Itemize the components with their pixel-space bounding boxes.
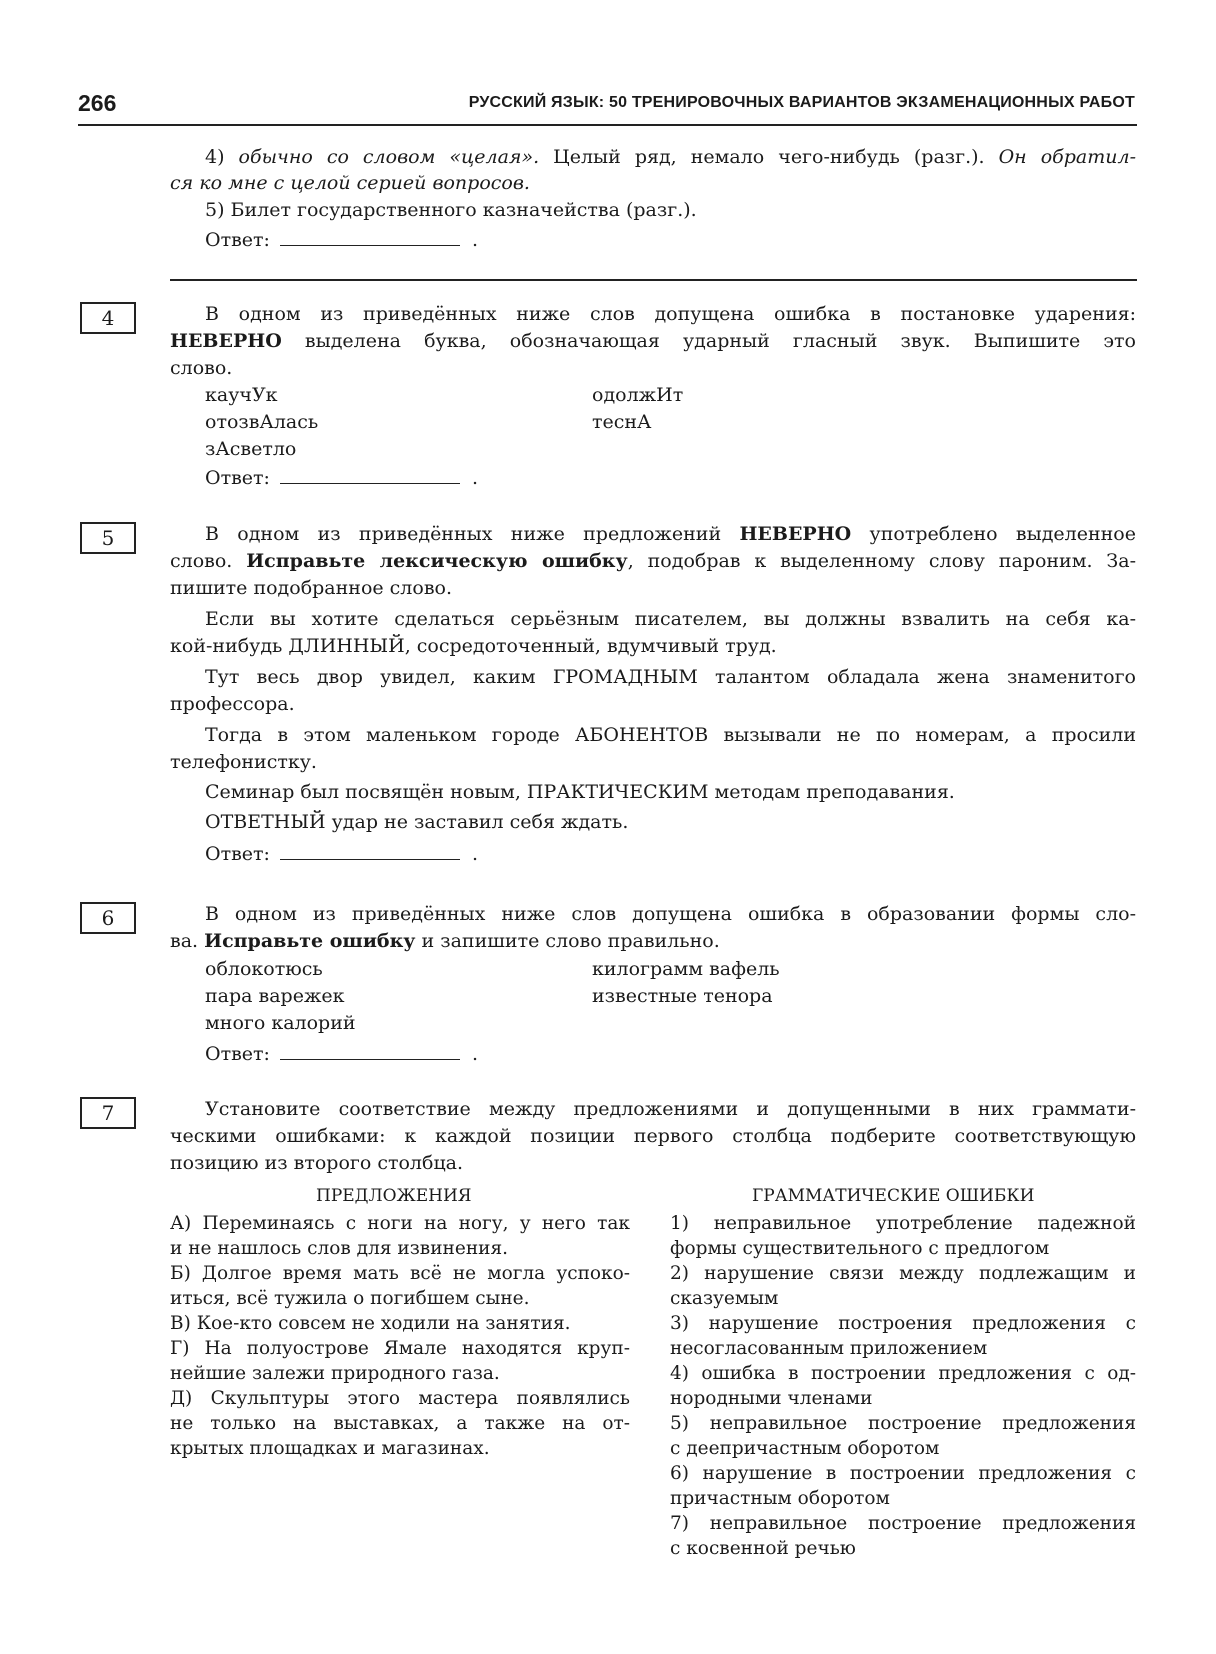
- task4-word: одолжИт: [592, 384, 684, 406]
- sentence-line: В) Кое-кто совсем не ходили на занятия.: [170, 1313, 571, 1334]
- error-line: с деепричастным оборотом: [670, 1438, 940, 1459]
- task6-word: пара варежек: [205, 985, 345, 1007]
- error-line: 7) неправильное построение предложения: [670, 1513, 1136, 1534]
- error-line: несогласованным приложением: [670, 1338, 988, 1359]
- task6-word: известные тенора: [592, 985, 773, 1007]
- column-header-sentences: ПРЕДЛОЖЕНИЯ: [316, 1186, 472, 1206]
- definition-4-line-2: ся ко мне с целой серией вопросов.: [170, 172, 530, 194]
- error-line: с косвенной речью: [670, 1538, 856, 1559]
- error-line: сказуемым: [670, 1288, 779, 1309]
- task7-instruction-3: позицию из второго столбца.: [170, 1152, 464, 1174]
- sentence-line: Д) Скульптуры этого мастера появлялись: [170, 1388, 630, 1409]
- task5-sentence-2b: профессора.: [170, 693, 295, 715]
- page-number: 266: [78, 90, 117, 116]
- task5-instruction-1: В одном из приведённых ниже предложений НЕВЕРНО употреблено выделенное: [205, 523, 1136, 545]
- task-separator: [170, 279, 1137, 281]
- sentence-line: нейшие залежи природного газа.: [170, 1363, 500, 1384]
- task6-instruction-1: В одном из приведённых ниже слов допущена ошибка в образовании формы сло-: [205, 903, 1136, 925]
- answer-line-4: Ответ: .: [205, 467, 478, 489]
- task5-sentence-5: ОТВЕТНЫЙ удар не заставил себя ждать.: [205, 811, 629, 833]
- task-number-4: 4: [80, 302, 136, 334]
- task4-word: каучУк: [205, 384, 278, 406]
- column-header-errors: ГРАММАТИЧЕСКИЕ ОШИБКИ: [752, 1186, 1035, 1206]
- task5-sentence-4: Семинар был посвящён новым, ПРАКТИЧЕСКИМ методам преподавания.: [205, 781, 955, 803]
- error-line: формы существительного с предлогом: [670, 1238, 1050, 1259]
- task-number-5: 5: [80, 522, 136, 554]
- answer-line-3: Ответ: .: [205, 229, 478, 251]
- task7-instruction-1: Установите соответствие между предложениями и допущенными в них граммати-: [205, 1098, 1136, 1120]
- task-number-6: 6: [80, 902, 136, 934]
- task4-instruction-2: НЕВЕРНО выделена буква, обозначающая ударный гласный звук. Выпишите это: [170, 330, 1137, 352]
- sentence-line: А) Переминаясь с ноги на ногу, у него так: [170, 1213, 630, 1234]
- sentence-line: Б) Долгое время мать всё не могла успоко-: [170, 1263, 630, 1284]
- definition-5: 5) Билет государственного казначейства (разг.).: [205, 199, 697, 221]
- task4-word: отозвАлась: [205, 411, 319, 433]
- task5-instruction-2: слово. Исправьте лексическую ошибку, подобрав к выделенному слову пароним. За-: [170, 550, 1137, 572]
- error-line: 3) нарушение построения предложения с: [670, 1313, 1136, 1334]
- error-line: 6) нарушение в построении предложения с: [670, 1463, 1136, 1484]
- task7-instruction-2: ческими ошибками: к каждой позиции первого столбца подберите соответствующую: [170, 1125, 1136, 1147]
- error-line: 1) неправильное употребление падежной: [670, 1213, 1136, 1234]
- task5-sentence-1a: Если вы хотите сделаться серьёзным писателем, вы должны взвалить на себя ка-: [205, 608, 1136, 630]
- task5-instruction-3: пишите подобранное слово.: [170, 577, 452, 599]
- task4-word: теснА: [592, 411, 652, 433]
- task6-word: много калорий: [205, 1012, 356, 1034]
- running-title: РУССКИЙ ЯЗЫК: 50 ТРЕНИРОВОЧНЫХ ВАРИАНТОВ ЭКЗАМЕНАЦИОННЫХ РАБОТ: [468, 94, 1135, 111]
- task5-sentence-3a: Тогда в этом маленьком городе АБОНЕНТОВ вызывали не по номерам, а просили: [205, 724, 1136, 746]
- task5-sentence-1b: кой-нибудь ДЛИННЫЙ, сосредоточенный, вдумчивый труд.: [170, 635, 777, 657]
- sentence-line: крытых площадках и магазинах.: [170, 1438, 490, 1459]
- task-number-7: 7: [80, 1097, 136, 1129]
- error-line: 5) неправильное построение предложения: [670, 1413, 1136, 1434]
- task4-instruction-3: слово.: [170, 357, 233, 379]
- task5-sentence-2a: Тут весь двор увидел, каким ГРОМАДНЫМ талантом обладала жена знаменитого: [205, 666, 1136, 688]
- error-line: 4) ошибка в построении предложения с од-: [670, 1363, 1136, 1384]
- error-line: причастным оборотом: [670, 1488, 890, 1509]
- sentence-line: Г) На полуострове Ямале находятся круп-: [170, 1338, 630, 1359]
- task5-sentence-3b: телефонистку.: [170, 751, 317, 773]
- sentence-line: иться, всё тужила о погибшем сыне.: [170, 1288, 530, 1309]
- definition-4-line-1: 4) обычно со словом «целая». Целый ряд, немало чего-нибудь (разг.). Он обратил-: [205, 146, 1136, 168]
- task4-word: зАсветло: [205, 438, 297, 460]
- sentence-line: не только на выставках, а также на от-: [170, 1413, 630, 1434]
- answer-line-6: Ответ: .: [205, 1043, 478, 1065]
- task4-instruction-1: В одном из приведённых ниже слов допущена ошибка в постановке ударения:: [205, 303, 1136, 325]
- task6-instruction-2: ва. Исправьте ошибку и запишите слово правильно.: [170, 930, 720, 952]
- sentence-line: и не нашлось слов для извинения.: [170, 1238, 509, 1259]
- error-line: 2) нарушение связи между подлежащим и: [670, 1263, 1136, 1284]
- task6-word: килограмм вафель: [592, 958, 780, 980]
- page-header: [78, 88, 1137, 126]
- task6-word: облокотюсь: [205, 958, 323, 980]
- error-line: нородными членами: [670, 1388, 873, 1409]
- answer-line-5: Ответ: .: [205, 843, 478, 865]
